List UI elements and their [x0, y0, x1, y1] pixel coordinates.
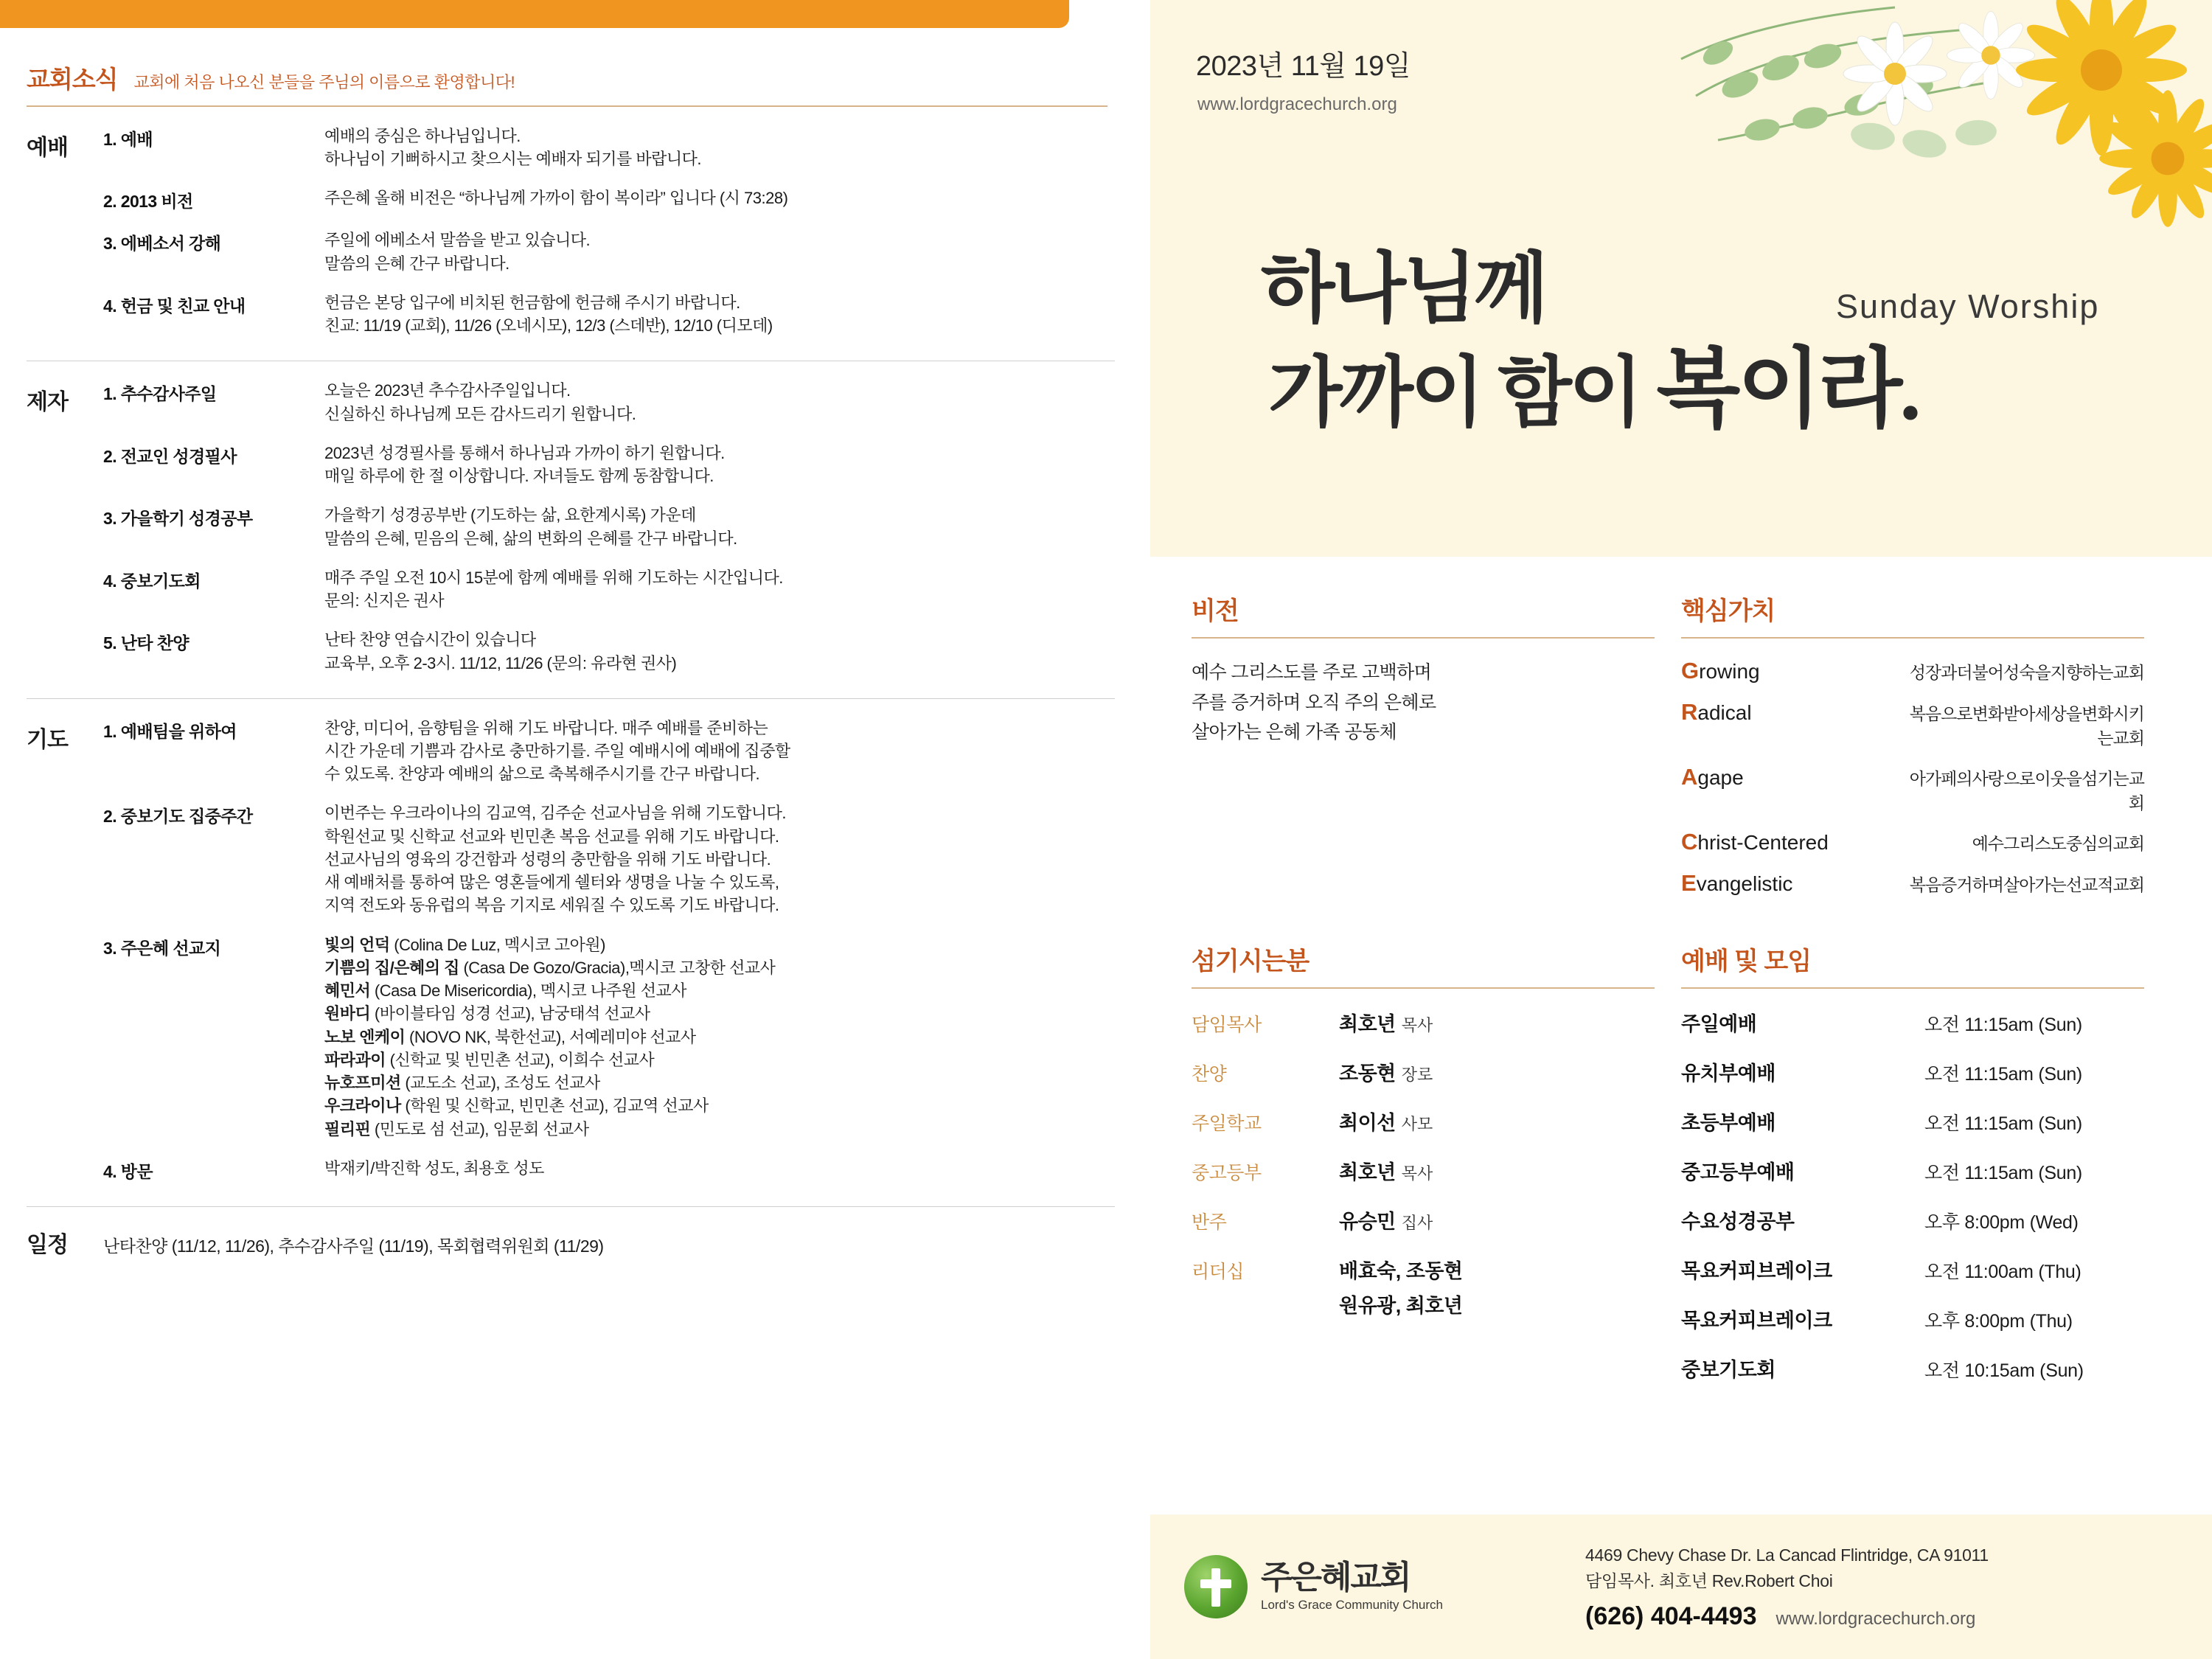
service-row: [1681, 1057, 2144, 1086]
staff-name: 조동현: [1339, 1062, 1396, 1085]
services-title: 예배 및 모임: [1681, 941, 2144, 989]
staff-title: 사모: [1401, 1115, 1433, 1133]
service-time: 오전 11:00am (Thu): [1924, 1262, 2081, 1282]
staff-role: 중고등부: [1192, 1163, 1262, 1183]
staff-name-line: [1339, 1107, 1433, 1135]
staff-list: [1192, 1008, 1655, 1318]
news-item-text: [324, 566, 783, 612]
core-value-rest: rowing: [1699, 660, 1760, 683]
news-item-line: 주은혜 올해 비전은 “하나님께 가까이 함이 복이라” 입니다 (시 73:28): [324, 189, 788, 208]
schedule-text: 난타찬양 (11/12, 11/26), 추수감사주일 (11/19), 목회협력위원회 (11/29): [103, 1236, 604, 1256]
staff-role: 리더십: [1192, 1262, 1244, 1282]
news-item-number: 2. 전교인 성경필사: [103, 446, 237, 466]
staff-name-wrap: [1339, 1206, 1433, 1234]
service-name: 수요성경공부: [1681, 1211, 1795, 1233]
news-item-line: 박재키/박진학 성도, 최용호 성도: [324, 1158, 544, 1178]
news-item-text: [324, 229, 590, 274]
schedule-row: [27, 1226, 1121, 1259]
core-value-initial: C: [1681, 829, 1698, 855]
core-value-row: [1681, 870, 2144, 897]
news-item-number: 4. 헌금 및 친교 안내: [103, 296, 246, 316]
mission-detail: (교도소 선교), 조성도 선교사: [400, 1074, 600, 1093]
vision-column: [1192, 591, 1681, 911]
services-list: [1681, 1008, 2144, 1382]
mission-line: [324, 1026, 775, 1048]
core-values-title: 핵심가치: [1681, 591, 2144, 639]
mission-detail: (Casa De Misericordia), 멕시코 나주원 선교사: [370, 981, 687, 1001]
core-value-row: [1681, 829, 2144, 855]
footer-phone: (626) 404-4493: [1585, 1602, 1757, 1630]
staff-name: 유승민: [1339, 1211, 1396, 1233]
vision-line: 주를 증거하며 오직 주의 은혜로: [1192, 692, 1436, 713]
news-item-line: 말씀의 은혜, 믿음의 은혜, 삶의 변화의 은혜를 간구 바랍니다.: [324, 529, 737, 548]
section-label: 제자: [27, 390, 68, 415]
hero-korean-bok: 복이라.: [1656, 341, 1919, 438]
section-divider: [27, 698, 1115, 699]
staff-role: 반주: [1192, 1212, 1227, 1233]
mission-name: 뉴호프미션: [324, 1074, 401, 1093]
staff-name: 최호년: [1339, 1161, 1396, 1183]
mission-name: 우크라이나: [324, 1096, 401, 1116]
news-item-number: 1. 추수감사주일: [103, 384, 217, 404]
news-item-text: [324, 717, 790, 786]
footer-website: www.lordgracechurch.org: [1775, 1609, 1976, 1629]
section-body: [103, 125, 1121, 353]
vision-title: 비전: [1192, 591, 1655, 639]
news-item-text: [324, 628, 676, 674]
news-item: [103, 933, 1121, 1141]
news-section: [27, 379, 1121, 690]
news-item-number: 3. 에베소서 강해: [103, 234, 221, 254]
floral-decoration-icon: [1652, 0, 2212, 229]
news-item: [103, 717, 1121, 786]
footer-address: 4469 Chevy Chase Dr. La Cancad Flintridge, CA 91011: [1585, 1545, 1989, 1565]
mission-name: 노보 엔케이: [324, 1027, 406, 1046]
news-item-line: 문의: 신지은 권사: [324, 591, 445, 611]
news-item: [103, 291, 1121, 337]
service-time: 오후 8:00pm (Thu): [1924, 1311, 2073, 1332]
news-item: [103, 187, 1121, 212]
staff-name-wrap: [1339, 1057, 1433, 1086]
news-section: [27, 717, 1121, 1199]
news-item-line: 헌금은 본당 입구에 비치된 헌금함에 헌금해 주시기 바랍니다.: [324, 293, 740, 312]
footer-phone-row: [1585, 1602, 2178, 1631]
news-item-line: 난타 찬양 연습시간이 있습니다: [324, 630, 536, 650]
core-value-initial: E: [1681, 870, 1697, 896]
core-values-column: [1681, 591, 2171, 911]
service-row: [1681, 1255, 2144, 1284]
news-item-line: 오늘은 2023년 추수감사주일입니다.: [324, 381, 571, 400]
right-panel: [1150, 0, 2212, 1659]
service-row: [1681, 1008, 2144, 1037]
news-item-text: [324, 801, 786, 917]
mission-detail: (학원 및 신학교, 빈민촌 선교), 김교역 선교사: [400, 1096, 709, 1116]
news-item-line: 찬양, 미디어, 음향팀을 위해 기도 바랍니다. 매주 예배를 준비하는: [324, 718, 768, 737]
staff-name-wrap: [1339, 1008, 1433, 1037]
staff-row: [1192, 1255, 1655, 1318]
news-item: [103, 229, 1121, 274]
core-value-rest: hrist-Centered: [1697, 831, 1829, 854]
mission-name: 파라과이: [324, 1050, 386, 1069]
section-label: 예배: [27, 136, 68, 160]
staff-name-wrap: [1339, 1107, 1433, 1135]
news-item: [103, 379, 1121, 425]
staff-role: 찬양: [1192, 1064, 1227, 1085]
mission-name: 혜민서: [324, 981, 371, 1001]
news-item-number: 4. 중보기도회: [103, 571, 201, 591]
news-item-line: 하나님이 기뻐하시고 찾으시는 예배자 되기를 바랍니다.: [324, 150, 701, 169]
service-time: 오전 11:15am (Sun): [1924, 1015, 2082, 1035]
hero-korean-line2-text: 가까이 함이: [1268, 350, 1641, 436]
service-name: 유치부예배: [1681, 1062, 1775, 1085]
news-item-text: [324, 187, 787, 212]
hero-date: 2023년 11월 19일: [1196, 51, 1411, 82]
mission-name: 필리핀: [324, 1119, 371, 1138]
staff-row: [1192, 1206, 1655, 1234]
staff-name: 최이선: [1339, 1112, 1396, 1134]
staff-title: 목사: [1401, 1016, 1433, 1034]
footer: [1150, 1514, 2212, 1659]
footer-pastor: 담임목사. 최호년 Rev.Robert Choi: [1585, 1571, 1833, 1590]
news-item-line: 2023년 성경필사를 통해서 하나님과 가까이 하기 원합니다.: [324, 443, 725, 462]
staff-name-line: [1339, 1057, 1433, 1086]
news-item-line: 지역 전도와 동유럽의 복음 기지로 세워질 수 있도록 기도 바랍니다.: [324, 896, 779, 915]
church-logo: [1184, 1555, 1568, 1618]
hero-sunday-worship: Sunday Worship: [1836, 288, 2100, 325]
staff-role: 담임목사: [1192, 1015, 1262, 1035]
hero-korean-line1: 하나님께: [1261, 247, 1545, 332]
orange-header-bar: [0, 0, 1069, 28]
mission-name: 원바디: [324, 1004, 371, 1023]
mission-line: [324, 1094, 775, 1117]
vision-text: [1192, 658, 1655, 748]
news-item-number: 3. 가을학기 성경공부: [103, 509, 253, 529]
staff-role: 주일학교: [1192, 1113, 1262, 1134]
news-item-text: [324, 442, 725, 487]
news-item-number: 4. 방문: [103, 1161, 153, 1181]
news-item-text: [324, 1157, 544, 1183]
mission-line: [324, 933, 775, 956]
core-value-rest: vangelistic: [1696, 872, 1793, 895]
mission-detail: (NOVO NK, 북한선교), 서예레미야 선교사: [405, 1027, 696, 1046]
news-item-text: [324, 125, 701, 170]
mission-detail: (Casa De Gozo/Gracia),멕시코 고창한 선교사: [459, 958, 776, 977]
news-item-line: 주일에 에베소서 말씀을 받고 있습니다.: [324, 231, 591, 250]
core-value-word: [1681, 829, 1902, 855]
news-item-line: 교육부, 오후 2-3시. 11/12, 11/26 (문의: 유라현 권사): [324, 653, 677, 672]
mission-line: [324, 1118, 775, 1141]
service-time: 오후 8:00pm (Wed): [1924, 1212, 2079, 1233]
core-value-row: [1681, 658, 2144, 684]
service-name: 중고등부예배: [1681, 1161, 1795, 1183]
service-time: 오전 10:15am (Sun): [1924, 1360, 2084, 1381]
mission-name: 기쁨의 집/은혜의 집: [324, 958, 459, 977]
mission-line: [324, 1048, 775, 1071]
service-row: [1681, 1354, 2144, 1382]
service-row: [1681, 1156, 2144, 1185]
staff-name-wrap: [1339, 1156, 1433, 1185]
service-row: [1681, 1107, 2144, 1135]
staff-column: [1192, 941, 1681, 1403]
news-item-line: 매주 주일 오전 10시 15분에 함께 예배를 위해 기도하는 시간입니다.: [324, 568, 783, 587]
core-value-word: [1681, 764, 1902, 790]
service-name: 목요커피브레이크: [1681, 1310, 1832, 1332]
news-item-line: 이번주는 우크라이나의 김교역, 김주순 선교사님을 위해 기도합니다.: [324, 804, 786, 823]
news-item-number: 1. 예배: [103, 130, 153, 149]
mission-line: [324, 1071, 775, 1094]
news-item-text: [324, 504, 737, 549]
news-item-line: 새 예배처를 통하여 많은 영혼들에게 쉘터와 생명을 나눌 수 있도록,: [324, 873, 779, 892]
news-item: [103, 628, 1121, 674]
news-item-line: 예배의 중심은 하나님입니다.: [324, 127, 521, 145]
news-item-line: 신실하신 하나님께 모든 감사드리기 원합니다.: [324, 404, 636, 423]
schedule-label: 일정: [27, 1232, 68, 1257]
news-section: [27, 125, 1121, 353]
news-item-number: 2. 2013 비전: [103, 192, 193, 212]
hero-url: www.lordgracechurch.org: [1197, 94, 1397, 114]
staff-services-columns: [1150, 911, 2212, 1403]
service-name: 중보기도회: [1681, 1359, 1775, 1381]
core-value-rest: adical: [1697, 701, 1752, 724]
core-value-description: 복음증거하며살아가는선교적교회: [1909, 875, 2144, 894]
logo-english-name: Lord's Grace Community Church: [1261, 1598, 1443, 1613]
news-item-text: [324, 379, 636, 425]
news-item-line: 가을학기 성경공부반 (기도하는 삶, 요한계시록) 가운데: [324, 506, 696, 525]
section-body: [103, 379, 1121, 690]
news-sections: [21, 125, 1121, 1199]
staff-name-line: [1339, 1156, 1433, 1185]
news-item-number: 2. 중보기도 집중주간: [103, 807, 253, 827]
logo-korean-name: 주은혜교회: [1261, 1559, 1411, 1596]
footer-contact: [1568, 1543, 2178, 1631]
news-item-text: [324, 933, 775, 1141]
core-value-description: 복음으로변화받아세상을변화시키는교회: [1909, 704, 2144, 748]
mission-detail: (신학교 및 빈민촌 선교), 이희수 선교사: [386, 1050, 655, 1069]
vision-line: 예수 그리스도를 주로 고백하며: [1192, 662, 1432, 683]
staff-title: 집사: [1401, 1214, 1433, 1232]
section-body: [103, 717, 1121, 1199]
mission-name: 빛의 언덕: [324, 935, 390, 954]
service-name: 주일예배: [1681, 1013, 1757, 1035]
service-time: 오전 11:15am (Sun): [1924, 1064, 2082, 1085]
service-name: 목요커피브레이크: [1681, 1260, 1832, 1282]
news-item-number: 3. 주은혜 선교지: [103, 938, 221, 958]
service-row: [1681, 1304, 2144, 1333]
news-item: [103, 801, 1121, 917]
news-item-line: 말씀의 은혜 간구 바랍니다.: [324, 254, 509, 273]
news-item: [103, 125, 1121, 170]
vision-values-columns: [1150, 557, 2212, 911]
core-values-list: [1681, 658, 2144, 897]
staff-row: [1192, 1057, 1655, 1086]
cross-logo-icon: [1184, 1555, 1248, 1618]
hero-banner: [1150, 0, 2212, 557]
staff-name-secondary: 원유광, 최호년: [1339, 1295, 1463, 1317]
news-item-line: 수 있도록. 찬양과 예배의 삶으로 축복해주시기를 간구 바랍니다.: [324, 765, 760, 784]
core-value-row: [1681, 699, 2144, 749]
core-value-initial: A: [1681, 764, 1698, 790]
core-value-row: [1681, 764, 2144, 814]
church-news-header: [27, 60, 1107, 107]
core-value-word: [1681, 658, 1902, 684]
core-value-initial: G: [1681, 658, 1700, 684]
service-row: [1681, 1206, 2144, 1234]
news-item-text: [324, 291, 773, 337]
news-item-line: 학원선교 및 신학교 선교와 빈민촌 복음 선교를 위해 기도 바랍니다.: [324, 827, 779, 846]
staff-name-line: [1339, 1255, 1463, 1284]
news-item-number: 1. 예배팀을 위하여: [103, 721, 237, 741]
staff-name-line: [1339, 1206, 1433, 1234]
mission-line: [324, 956, 775, 979]
mission-line: [324, 979, 775, 1002]
staff-title: 섬기시는분: [1192, 941, 1655, 989]
staff-title: 목사: [1401, 1164, 1433, 1183]
news-item-line: 매일 하루에 한 절 이상합니다. 자녀들도 함께 동참합니다.: [324, 467, 714, 486]
mission-detail: (Colina De Luz, 멕시코 고아원): [389, 935, 605, 954]
services-column: [1681, 941, 2171, 1403]
staff-row: [1192, 1008, 1655, 1037]
staff-row: [1192, 1156, 1655, 1185]
core-value-description: 예수그리스도중심의교회: [1972, 834, 2144, 853]
staff-row: [1192, 1107, 1655, 1135]
vision-line: 살아가는 은혜 가족 공동체: [1192, 722, 1397, 742]
core-value-initial: R: [1681, 699, 1698, 725]
core-value-word: [1681, 870, 1902, 897]
staff-name: 최호년: [1339, 1013, 1396, 1035]
news-item: [103, 442, 1121, 487]
mission-detail: (민도로 섬 선교), 임문회 선교사: [370, 1119, 589, 1138]
mission-line: [324, 1002, 775, 1025]
church-news-title: 교회소식: [27, 66, 118, 93]
service-time: 오전 11:15am (Sun): [1924, 1113, 2082, 1134]
staff-name-wrap: [1339, 1255, 1463, 1318]
staff-title: 장로: [1401, 1065, 1433, 1084]
news-item-number: 5. 난타 찬양: [103, 633, 189, 653]
news-item: [103, 504, 1121, 549]
hero-korean-line2: [1268, 337, 1919, 443]
church-news-subtitle: 교회에 처음 나오신 분들을 주님의 이름으로 환영합니다!: [133, 73, 515, 91]
service-name: 초등부예배: [1681, 1112, 1775, 1134]
schedule-divider: [27, 1206, 1115, 1207]
staff-name: 배효숙, 조동현: [1339, 1260, 1463, 1282]
news-item: [103, 1157, 1121, 1183]
news-item: [103, 566, 1121, 612]
news-item-line: 선교사님의 영육의 강건함과 성령의 충만함을 위해 기도 바랍니다.: [324, 849, 771, 869]
core-value-rest: gape: [1697, 766, 1744, 789]
service-time: 오전 11:15am (Sun): [1924, 1163, 2082, 1183]
mission-detail: (바이블타임 성경 선교), 남궁태석 선교사: [370, 1004, 650, 1023]
core-value-description: 아가페의사랑으로이웃을섬기는교회: [1909, 769, 2144, 813]
core-value-word: [1681, 699, 1902, 726]
news-item-line: 친교: 11/19 (교회), 11/26 (오네시모), 12/3 (스데반), 12/10 (디모데): [324, 316, 773, 335]
hero-korean-title: [1261, 243, 1919, 443]
section-label: 기도: [27, 727, 68, 752]
staff-name-line: [1339, 1008, 1433, 1037]
core-value-description: 성장과더불어성숙을지향하는교회: [1909, 663, 2144, 682]
news-item-line: 시간 가운데 기쁨과 감사로 충만하기를. 주일 예배시에 예배에 집중할: [324, 741, 790, 760]
